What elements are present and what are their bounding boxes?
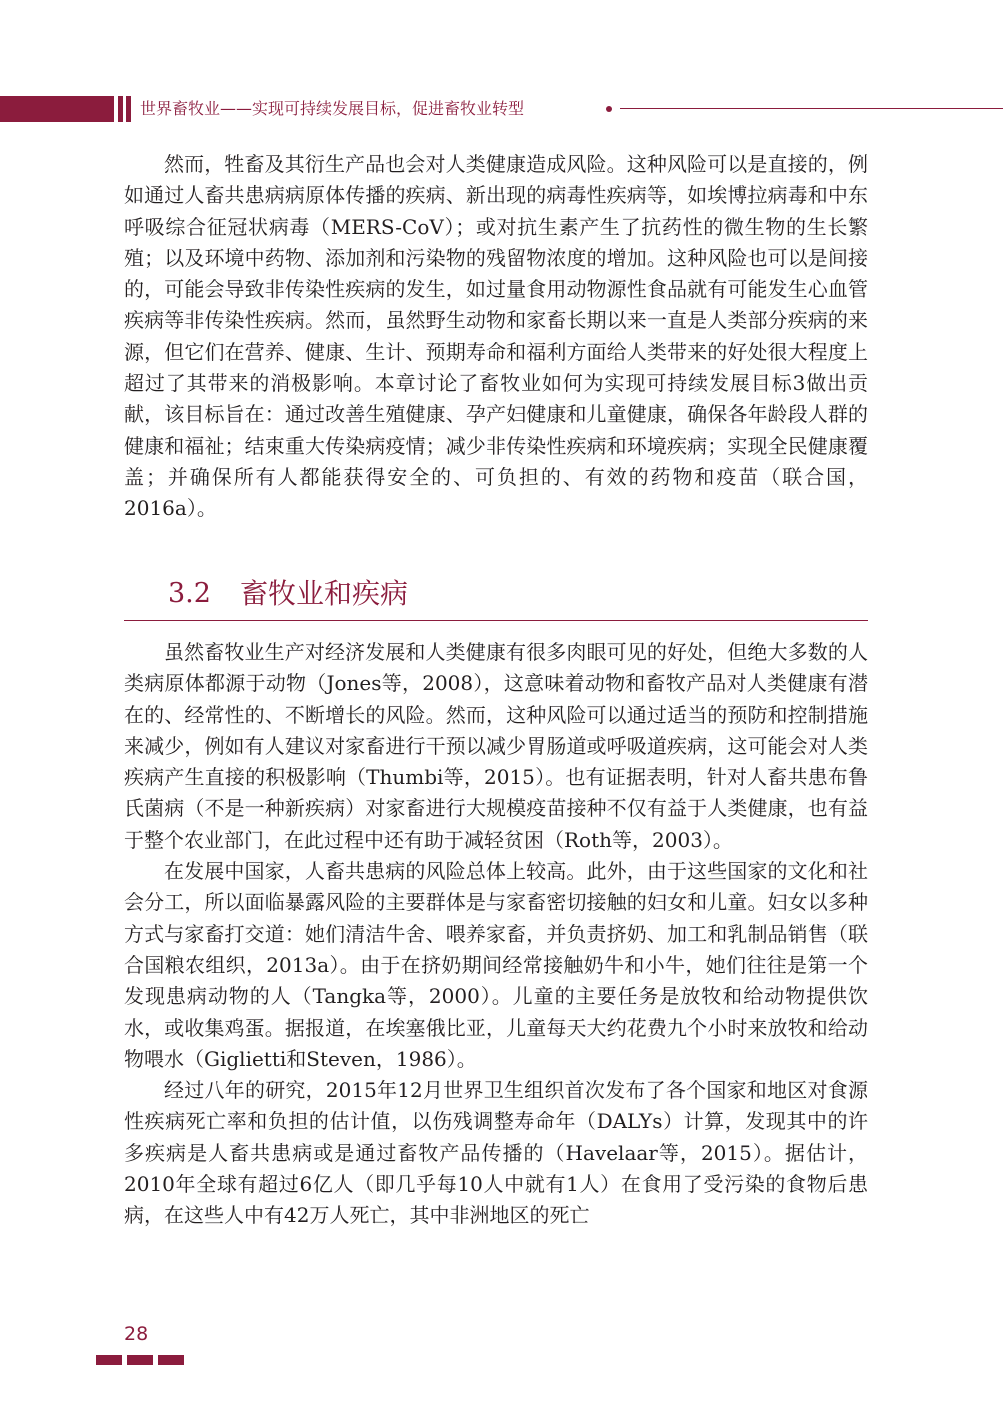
- header-bar: [118, 96, 123, 122]
- intro-text-block: [124, 149, 868, 525]
- footer-bar: [158, 1355, 184, 1365]
- footer-bar: [127, 1355, 153, 1365]
- body-paragraph: 经过八年的研究，2015年12月世界卫生组织首次发布了各个国家和地区对食源性疾病死亡率和负担的估计值，以伤残调整寿命年（DALYs）计算，发现其中的许多疾病是人畜共患病或是通过畜牧产品传播的（Havelaar等，2015）。据估计，2010年全球有超过6亿人（即几乎每10人中就有1人）在食用了受污染的食物后患病，在这些人中有42万人死亡，其中非洲地区的死亡: [124, 1078, 868, 1228]
- header-color-block: [0, 96, 114, 122]
- footer-decoration: [96, 1355, 186, 1365]
- section-number: 3.2: [168, 578, 211, 609]
- body-paragraph: 在发展中国家，人畜共患病的风险总体上较高。此外，由于这些国家的文化和社会分工，所以面临暴露风险的主要群体是与家畜密切接触的妇女和儿童。妇女以多种方式与家畜打交道：她们清洁牛舍、喂养家畜，并负责挤奶、加工和乳制品销售（联合国粮农组织，2013a）。由于在挤奶期间经常接触奶牛和小牛，她们往往是第一个发现患病动物的人（Tangka等，2000）。儿童的主要任务是放牧和给动物提供饮水，或收集鸡蛋。据报道，在埃塞俄比亚，儿童每天大约花费九个小时来放牧和给动物喂水（Giglietti和Steven，1986）。: [124, 859, 868, 1071]
- section-title: 畜牧业和疾病: [240, 577, 409, 610]
- page-number: 28: [124, 1323, 149, 1345]
- header-rule: [620, 108, 1003, 109]
- header-bullet-dot: [606, 106, 612, 112]
- section-body: [124, 637, 868, 1232]
- body-paragraph: 然而，牲畜及其衍生产品也会对人类健康造成风险。这种风险可以是直接的，例如通过人畜共患病病原体传播的疾病、新出现的病毒性疾病等，如埃博拉病毒和中东呼吸综合征冠状病毒（MERS-CoV）；或对抗生素产生了抗药性的微生物的生长繁殖；以及环境中药物、添加剂和污染物的残留物浓度的增加。这种风险也可以是间接的，可能会导致非传染性疾病的发生，如过量食用动物源性食品就有可能发生心血管疾病等非传染性疾病。然而，虽然野生动物和家畜长期以来一直是人类部分疾病的来源，但它们在营养、健康、生计、预期寿命和福利方面给人类带来的好处很大程度上超过了其带来的消极影响。本章讨论了畜牧业如何为实现可持续发展目标3做出贡献，该目标旨在：通过改善生殖健康、孕产妇健康和儿童健康，确保各年龄段人群的健康和福祉；结束重大传染病疫情；减少非传染性疾病和环境疾病；实现全民健康覆盖；并确保所有人都能获得安全的、可负担的、有效的药物和疫苗（联合国，2016a）。: [124, 152, 868, 521]
- header-title: 世界畜牧业——实现可持续发展目标，促进畜牧业转型: [140, 99, 525, 118]
- section-heading: [124, 572, 868, 621]
- body-paragraph: 虽然畜牧业生产对经济发展和人类健康有很多肉眼可见的好处，但绝大多数的人类病原体都源于动物（Jones等，2008），这意味着动物和畜牧产品对人类健康有潜在的、经常性的、不断增长的风险。然而，这种风险可以通过适当的预防和控制措施来减少，例如有人建议对家畜进行干预以减少胃肠道或呼吸道疾病，这可能会对人类疾病产生直接的积极影响（Thumbi等，2015）。也有证据表明，针对人畜共患布鲁氏菌病（不是一种新疾病）对家畜进行大规模疫苗接种不仅有益于人类健康，也有益于整个农业部门，在此过程中还有助于减轻贫困（Roth等，2003）。: [124, 640, 868, 852]
- running-header: [0, 96, 1003, 122]
- header-bar: [126, 96, 131, 122]
- footer-bar: [96, 1355, 122, 1365]
